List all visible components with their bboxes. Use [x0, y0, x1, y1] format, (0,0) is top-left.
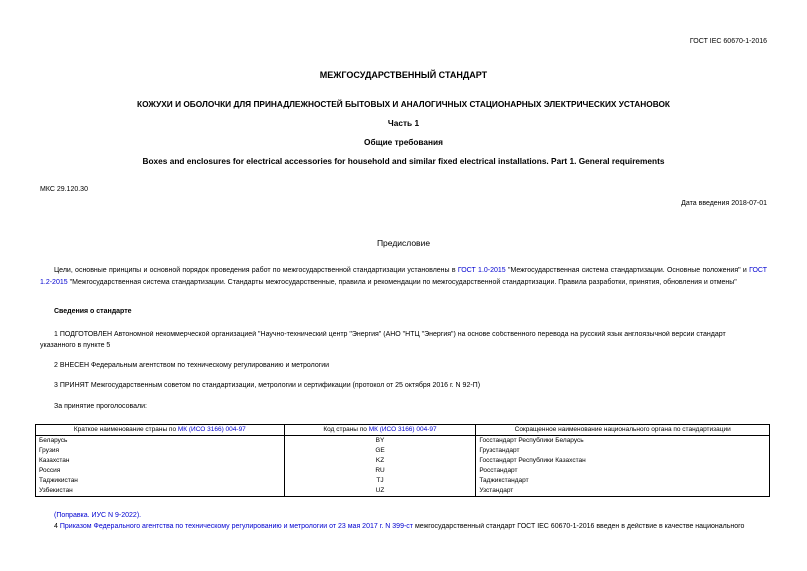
foreword-text-c: "Межгосударственная система стандартизации. Стандарты межгосударственные, правила и рекомендации по межгосударственной стандартизации. Правила разработки, принятия, обновления и отмены"	[69, 279, 737, 286]
country-code: UZ	[284, 486, 476, 497]
introduction-date: Дата введения 2018-07-01	[681, 200, 767, 207]
country-code: BY	[284, 436, 476, 447]
national-body: Госстандарт Республики Казахстан	[476, 456, 770, 466]
table-row	[36, 486, 770, 497]
country-code: RU	[284, 466, 476, 476]
voted-label: За принятие проголосовали:	[54, 403, 147, 410]
order-link[interactable]: Приказом Федерального агентства по техническому регулированию и метрологии от 23 мая 2017 г. N 399-ст	[59, 523, 413, 530]
national-body: Госстандарт Республики Беларусь	[476, 436, 770, 447]
country-name: Грузия	[36, 446, 285, 456]
national-body: Росстандарт	[476, 466, 770, 476]
amendment-link[interactable]: (Поправка. ИУС N 9-2022).	[54, 512, 142, 519]
mk-iso-3166-link[interactable]: МК (ИСО 3166) 004-97	[177, 426, 246, 433]
document-code: ГОСТ IEC 60670-1-2016	[689, 38, 767, 45]
table-row	[36, 476, 770, 486]
header-text: Краткое наименование страны по	[73, 426, 178, 433]
foreword-paragraph-1	[40, 265, 767, 289]
subtitle-ru: Общие требования	[364, 137, 443, 147]
mks-code: МКС 29.120.30	[40, 186, 88, 193]
country-name: Беларусь	[36, 436, 285, 447]
table-header-row	[36, 425, 770, 436]
part-label: Часть 1	[387, 118, 420, 128]
national-body: Узстандарт	[476, 486, 770, 497]
country-name: Россия	[36, 466, 285, 476]
foreword-heading: Предисловие	[376, 238, 431, 248]
item-4-number: 4	[54, 523, 58, 530]
standard-info-heading: Сведения о стандарте	[54, 308, 132, 315]
gost-1-2-2015-link[interactable]: ГОСТ 1.2-2015	[40, 267, 768, 286]
item-3-adopted: 3 ПРИНЯТ Межгосударственным советом по стандартизации, метрологии и сертификации (протокол от 25 октября 2016 г. N 92-П)	[54, 382, 481, 389]
gost-1-0-2015-link[interactable]: ГОСТ 1.0-2015	[457, 267, 506, 274]
item-1-continuation: указанного в пункте 5	[40, 342, 111, 349]
title-en: Boxes and enclosures for electrical accessories for household and similar fixed electrical installations. Part 1. General requirements	[142, 156, 665, 166]
main-title-ru: КОЖУХИ И ОБОЛОЧКИ ДЛЯ ПРИНАДЛЕЖНОСТЕЙ БЫТОВЫХ И АНАЛОГИЧНЫХ СТАЦИОНАРНЫХ ЭЛЕКТРИЧЕСКИХ УСТАНОВОК	[137, 99, 670, 109]
table-row	[36, 456, 770, 466]
table-row	[36, 466, 770, 476]
header-text: Код страны по	[323, 426, 369, 433]
country-code: TJ	[284, 476, 476, 486]
foreword-text-a: Цели, основные принципы и основной порядок проведения работ по межгосударственной стандартизации установлены в	[54, 267, 456, 274]
table-row	[36, 446, 770, 456]
table-row	[36, 436, 770, 447]
country-name: Узбекистан	[36, 486, 285, 497]
country-name: Таджикистан	[36, 476, 285, 486]
header-text: Сокращенное наименование национального органа по стандартизации	[514, 426, 731, 433]
item-4-rest: межгосударственный стандарт ГОСТ IEC 60670-1-2016 введен в действие в качестве национального	[414, 523, 745, 530]
country-code: KZ	[284, 456, 476, 466]
foreword-text-b: "Межгосударственная система стандартизации. Основные положения" и	[507, 267, 747, 274]
country-name: Казахстан	[36, 456, 285, 466]
item-2-submitted: 2 ВНЕСЕН Федеральным агентством по техническому регулированию и метрологии	[54, 362, 330, 369]
header-country-name	[36, 425, 285, 436]
item-4-order	[54, 523, 767, 530]
country-code: GE	[284, 446, 476, 456]
standard-type-title: МЕЖГОСУДАРСТВЕННЫЙ СТАНДАРТ	[319, 70, 488, 80]
mk-iso-3166-link[interactable]: МК (ИСО 3166) 004-97	[368, 426, 437, 433]
countries-table	[35, 424, 770, 497]
national-body: Таджикстандарт	[476, 476, 770, 486]
header-country-code	[284, 425, 476, 436]
national-body: Грузстандарт	[476, 446, 770, 456]
header-national-body	[476, 425, 770, 436]
item-1-prepared: 1 ПОДГОТОВЛЕН Автономной некоммерческой организацией "Научно-технический центр "Энергия" (АНО "НТЦ "Энергия") на основе собственного перевода на русский язык англоязычной версии стандарт	[54, 331, 726, 338]
